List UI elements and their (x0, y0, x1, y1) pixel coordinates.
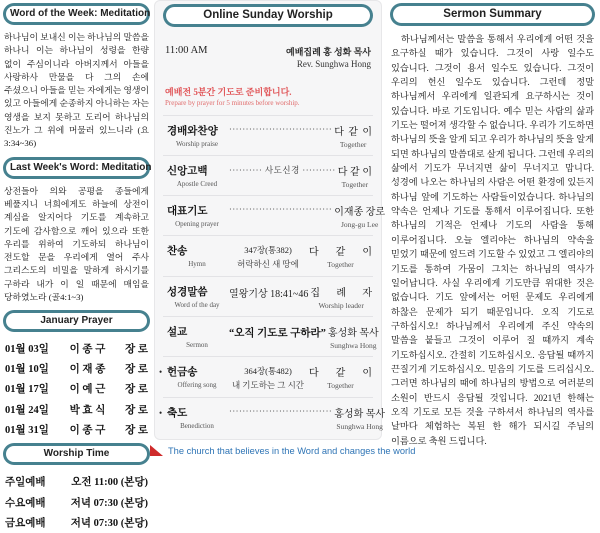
person-english: Together (327, 260, 354, 269)
person-korean: 집 례 자 (310, 288, 372, 299)
item-person-block (334, 123, 373, 149)
service-value: 오전 11:00 (본당) (71, 477, 148, 489)
prayer-notice-korean: 예배전 5분간 기도로 준비합니다. (165, 87, 292, 97)
item-person-block (334, 203, 386, 229)
order-item-offering (159, 356, 373, 397)
service-label: 주일예배 (5, 477, 46, 489)
worship-order-panel (154, 0, 386, 440)
item-title-block (163, 324, 227, 349)
left-column (0, 0, 153, 530)
item-title-block (163, 364, 227, 389)
item-title-korean: 경배와찬양 (167, 126, 218, 137)
officiant-english: Rev. Sunghwa Hong (296, 59, 371, 69)
item-title-korean: 찬송 (167, 246, 188, 257)
sermon-title: “오직 기도로 구하라” (229, 328, 326, 339)
item-detail (227, 365, 309, 391)
person-english: Jong-gu Lee (341, 220, 379, 229)
item-person-block (309, 364, 373, 390)
officiant-korean: 예배집례 홍 성화 목사 (286, 47, 371, 57)
prayer-date: 01월 24일 (5, 404, 49, 416)
item-title-english: Hymn (188, 260, 206, 268)
item-title-english: Worship praise (175, 140, 218, 148)
order-item-sermon (163, 316, 379, 356)
person-korean: 홍성화 목사 (327, 328, 379, 339)
hymn-name: 내 기도하는 그 시간 (231, 380, 305, 390)
online-worship-title: Online Sunday Worship (166, 7, 370, 24)
item-detail (227, 325, 328, 340)
last-week-title: Last Week's Word: Meditation (6, 160, 147, 176)
item-title-korean: 대표기도 (167, 206, 208, 217)
item-title-block (163, 405, 227, 430)
item-person-block (338, 163, 373, 189)
prayer-role: 장 로 (125, 404, 148, 416)
person-korean: 다 같 이 (334, 127, 372, 138)
bullet-icon: • (159, 408, 163, 418)
sermon-summary-header (390, 3, 595, 26)
word-of-week-title: Word of the Week: Meditation (6, 6, 147, 22)
worship-time-row (5, 492, 148, 513)
person-english: Together (339, 140, 367, 149)
word-of-week-body: 하나님이 보내신 이는 하나님의 말씀을 하나니 이는 하나님이 성령을 한량 없이 주심이니라 아버지께서 아들을 사랑하사 만물을 다 그의 손에 주셨으니 아들을 믿는 자에게는 영생이 있고 아들에게 순종하지 아니하는 자는 영생을 보지 못하고 도리어 하나님의 진노가 그 위에 머물러 있느니라 (요 3:34~36) (4, 32, 149, 149)
item-person-block (309, 243, 373, 269)
item-person-block (310, 284, 373, 310)
person-korean: 다 같 이 (309, 247, 372, 258)
january-prayer-list (5, 338, 148, 439)
prayer-row (5, 379, 148, 399)
item-person-block (328, 324, 380, 350)
item-title-korean: 설교 (167, 327, 188, 338)
prayer-date: 01월 03일 (5, 343, 49, 355)
dotted-leader: ······························· (229, 124, 333, 134)
item-title-english: Opening prayer (175, 220, 219, 228)
prayer-date: 01월 10일 (5, 364, 49, 376)
item-detail (227, 124, 334, 134)
dotted-leader: ·········· 사도신경 ·········· (229, 165, 336, 175)
worship-time-list (5, 471, 148, 533)
church-motto (154, 440, 416, 460)
prayer-row (5, 399, 148, 419)
item-title-korean: 성경말씀 (167, 287, 208, 298)
service-value: 저녁 07:30 (본당) (70, 518, 148, 530)
item-detail (227, 406, 334, 416)
service-label: 금요예배 (5, 518, 46, 530)
item-title-block (163, 203, 227, 228)
word-of-week-header (3, 3, 150, 25)
worship-order-list (159, 115, 386, 437)
item-title-english: Apostle Creed (176, 180, 218, 188)
person-korean: 홍성화 목사 (334, 409, 386, 420)
service-label: 수요예배 (5, 497, 46, 509)
person-english: Sunghwa Hong (336, 422, 383, 431)
red-flag-icon (149, 444, 164, 457)
worship-time-title: Worship Time (6, 446, 147, 462)
worship-time-header (3, 443, 150, 465)
item-title-block (163, 284, 227, 309)
officiant (286, 45, 371, 69)
prayer-notice (165, 85, 371, 107)
person-korean: 다 같 이 (337, 167, 372, 178)
person-korean: 이재종 장로 (334, 207, 386, 218)
bullet-icon: • (159, 367, 163, 377)
right-column (383, 0, 600, 450)
service-time: 11:00 AM (165, 45, 208, 56)
prayer-name: 이 예 근 (69, 384, 106, 396)
person-korean: 다 같 이 (309, 368, 372, 379)
prayer-row (5, 338, 148, 358)
dotted-leader: ······························· (229, 204, 333, 214)
prayer-row (5, 359, 148, 379)
sermon-summary-body: 하나님께서는 말씀을 통해서 우리에게 어떤 것을 요구하실 때가 있습니다. 그것이 사랑 일수도 있습니다. 그것이 용서 일수도 있습니다. 그것이 우리의 헌신 일수도 있습니다. 그런데 정말 하나님께서 우리에게 일관되게 요구하시는 것이 있습니다. 바로 기도입니다. 예수 믿는 사람의 삶과 기도는 떨어져 생각할 수 없습니다. 우리가 기도하면 하나님의 뜻을 알게 되고 우리가 하나님의 뜻을 알게 되면 하나님의 말씀대로 살게 됩니다. 그런데 우리의 삶에서 기도가 무너지면 삶이 무너지고 맙니다. 성경에 나오는 하나님의 사람은 어떤 환경에 있든지 하나님 앞에 기도하는 사람들이었습니다. 하나님의 약속은 언제나 기도를 통해서 이루어집니다. 또한 하나님의 기적은 언제나 기도의 사람을 통해 이루어집니다. 오늘 엘리야는 하나님의 약속을 믿었기 때문에 엎드려 기도할 수 있었고 그 엘리야의 기도를 통하여 가뭄이 그치는 하나님의 역사가 일어납니다. 사실 우리에게 기도만큼 위대한 것은 없습니다. 기도 앞에서는 어떤 문제도 우리에게 하찮은 문제가 되기 때문입니다. 오직 기도로 구하십시오! 하나님께서 우리에게 주신 약속의 말씀을 붙들고 그것이 이루어 질 때까지 계속 기도하십시오. 간절히 기도하십시오. 응답될 때까지 끈질기게 기도하십시오. 믿음의 기도를 드리십시오. 그러면 하나님의 때에 하나님의 방법으로 여러분의 소원이 반드시 응답될 것입니다. 2021년 한해는 오직 기도로 모든 것을 구하셔서 하나님의 역사를 날마다 체험하는 복된 한 해가 되시길 주님의 이름으로 축원 드립니다. (391, 34, 594, 446)
hymn-number: 347장(통382) (244, 245, 292, 255)
prayer-notice-english: Prepare by prayer for 5 minutes before worship. (165, 99, 300, 107)
prayer-name: 이 종 구 (69, 343, 106, 355)
prayer-name: 이 종 구 (69, 424, 106, 436)
item-title-english: Offering song (177, 381, 217, 389)
prayer-role: 장 로 (125, 343, 148, 355)
service-value: 저녁 07:30 (본당) (70, 497, 148, 509)
scripture-reference: 열왕기상 18:41~46 (229, 289, 309, 300)
item-title-english: Sermon (186, 341, 208, 349)
prayer-date: 01월 17일 (5, 384, 49, 396)
item-title-korean: 헌금송 (167, 367, 198, 378)
worship-time-row (5, 471, 148, 492)
item-title-block (163, 243, 227, 268)
item-detail (227, 244, 309, 270)
item-title-block (163, 163, 227, 188)
order-item-benediction (159, 397, 386, 437)
item-title-korean: 신앙고백 (167, 166, 208, 177)
prayer-role: 장 로 (125, 384, 148, 396)
online-worship-header (163, 4, 373, 27)
church-motto-text: The church that believes in the Word and changes the world (168, 445, 416, 456)
worship-time-row (5, 512, 148, 533)
order-item-creed (163, 155, 373, 195)
item-detail (227, 164, 338, 176)
person-english: Together (327, 381, 354, 390)
item-detail (227, 285, 310, 300)
prayer-name: 이 재 종 (69, 364, 106, 376)
january-prayer-header (3, 310, 150, 332)
prayer-row (5, 419, 148, 439)
sermon-summary-title: Sermon Summary (393, 6, 592, 23)
item-title-korean: 축도 (167, 408, 188, 419)
item-person-block (334, 405, 386, 431)
item-title-english: Benediction (180, 422, 214, 430)
prayer-date: 01월 31일 (5, 424, 49, 436)
person-english: Together (341, 180, 369, 189)
center-column (154, 0, 416, 456)
january-prayer-title: January Prayer (6, 313, 147, 329)
service-info (165, 45, 371, 69)
item-title-english: Word of the day (174, 301, 220, 309)
person-english: Worship leader (318, 301, 364, 310)
hymn-number: 364장(통482) (244, 366, 292, 376)
last-week-body: 상전들아 의와 공평을 종들에게 베풀지니 너희에게도 하늘에 상전이 계심을 알지어다 기도를 계속하고 기도에 감사함으로 깨어 있으라 또한 우리를 위하여 기도하되 하나님이 전도할 문을 우리에게 열어 주사 그리스도의 비밀을 말하게 하시기를 구하라 내가 이 일 때문에 매임을 당하였노라 (골4:1~3) (4, 185, 149, 303)
item-title-block (163, 123, 227, 148)
prayer-name: 박 효 식 (69, 404, 106, 416)
order-item-praise (163, 115, 373, 155)
dotted-leader: ······························· (229, 406, 333, 416)
hymn-name: 허락하신 새 땅에 (237, 259, 299, 269)
prayer-role: 장 로 (125, 424, 148, 436)
order-item-opening-prayer (163, 195, 386, 235)
order-item-scripture (163, 276, 373, 316)
item-detail (227, 204, 334, 214)
last-week-header (3, 157, 150, 179)
order-item-hymn (163, 235, 373, 276)
person-english: Sunghwa Hong (330, 341, 377, 350)
prayer-role: 장 로 (125, 364, 148, 376)
